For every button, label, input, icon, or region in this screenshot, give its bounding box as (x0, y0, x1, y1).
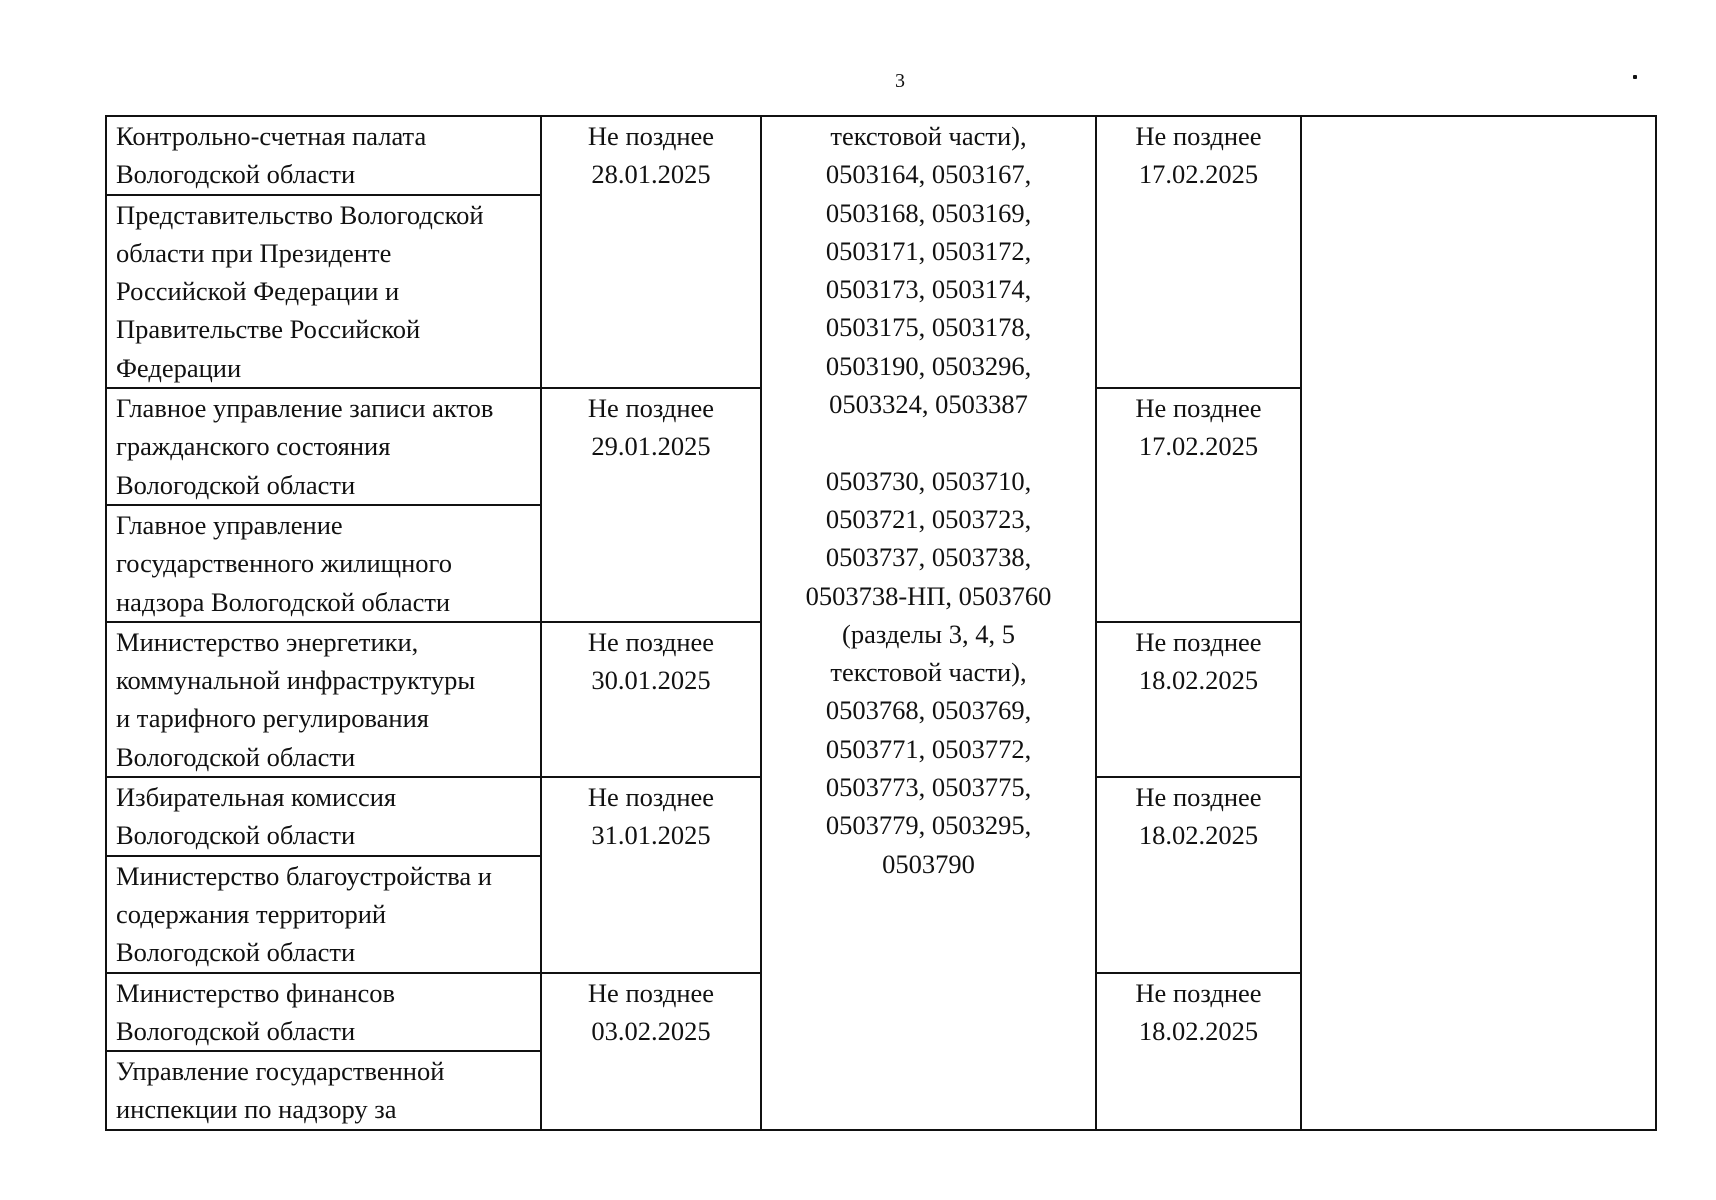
deadline-date: 03.02.2025 (591, 1015, 711, 1046)
org-line: Министерство благоустройства и (116, 860, 492, 891)
org-cell (106, 116, 541, 195)
org-line: государственного жилищного (116, 548, 452, 579)
org-line: области при Президенте (116, 237, 392, 268)
deadline-label: Не позднее (1135, 626, 1262, 657)
second-deadline-cell (1096, 973, 1301, 1130)
org-line: Министерство финансов (116, 977, 396, 1008)
org-line: Министерство энергетики, (116, 626, 419, 657)
deadline-cell (541, 777, 761, 972)
forms-line: 0503738-НП, 0503760 (805, 580, 1052, 611)
forms-line: 0503164, 0503167, (825, 159, 1032, 190)
forms-line: текстовой части), (830, 121, 1027, 151)
org-cell (106, 505, 541, 622)
org-line: коммунальной инфраструктуры (116, 665, 476, 696)
forms-line: 0503773, 0503775, (825, 772, 1032, 803)
second-deadline-cell (1096, 116, 1301, 388)
forms-line: 0503790 (882, 848, 975, 879)
deadline-cell (541, 116, 761, 388)
deadline-label: Не позднее (587, 782, 715, 813)
second-deadline-cell (1096, 622, 1301, 777)
deadline-label: Не позднее (1135, 782, 1262, 813)
org-line: и тарифного регулирования (116, 703, 429, 734)
deadline-date: 18.02.2025 (1138, 665, 1259, 696)
forms-line: 0503730, 0503710, (825, 465, 1032, 496)
org-cell (106, 973, 541, 1052)
deadline-cell (541, 388, 761, 622)
org-line: содержания территорий (116, 898, 387, 929)
org-line: Российской Федерации и (116, 276, 400, 307)
org-cell (106, 856, 541, 973)
org-line: Правительстве Российской (116, 314, 421, 345)
second-deadline-cell (1096, 777, 1301, 972)
org-line: гражданского состояния (116, 431, 391, 462)
org-line: Вологодской области (116, 469, 356, 500)
org-line: Управление государственной (116, 1056, 445, 1087)
notes-cell (1301, 116, 1656, 1130)
forms-line: 0503190, 0503296, (825, 350, 1032, 381)
forms-line: 0503737, 0503738, (825, 542, 1032, 573)
org-cell (106, 388, 541, 505)
page-number: 3 (895, 70, 905, 92)
org-cell (106, 777, 541, 856)
deadline-date: 18.02.2025 (1138, 1015, 1259, 1046)
deadline-cell (541, 622, 761, 777)
deadline-label: Не позднее (587, 626, 715, 657)
org-line: Контрольно-счетная палата (116, 121, 427, 151)
forms-line: 0503771, 0503772, (825, 733, 1032, 764)
forms-line: 0503171, 0503172, (825, 235, 1032, 266)
org-line: Вологодской области (116, 159, 356, 190)
deadline-date: 30.01.2025 (591, 665, 711, 696)
forms-line: 0503779, 0503295, (825, 810, 1032, 841)
second-deadline-cell (1096, 388, 1301, 622)
forms-line: 0503768, 0503769, (825, 695, 1032, 726)
blank-line (771, 423, 1086, 461)
org-line: Представительство Вологодской (116, 199, 484, 230)
deadline-cell (541, 973, 761, 1130)
forms-line: (разделы 3, 4, 5 (842, 618, 1015, 649)
deadline-label: Не позднее (1135, 121, 1262, 151)
org-line: Вологодской области (116, 1015, 356, 1046)
org-line: Вологодской области (116, 741, 356, 772)
org-cell (106, 1051, 541, 1130)
scan-speck (1633, 75, 1637, 79)
reporting-schedule-table (105, 115, 1657, 1131)
deadline-date: 17.02.2025 (1138, 159, 1259, 190)
org-line: Избирательная комиссия (116, 782, 397, 813)
deadline-date: 17.02.2025 (1138, 431, 1259, 462)
deadline-label: Не позднее (1135, 393, 1262, 424)
forms-cell (761, 116, 1096, 1130)
deadline-label: Не позднее (587, 977, 715, 1008)
org-line: надзора Вологодской области (116, 586, 451, 617)
deadline-label: Не позднее (587, 393, 715, 424)
org-line: Главное управление (116, 509, 343, 540)
forms-line: 0503324, 0503387 (829, 389, 1028, 420)
forms-line: 0503168, 0503169, (825, 197, 1032, 228)
org-line: инспекции по надзору за (116, 1094, 397, 1125)
org-line: Вологодской области (116, 937, 356, 968)
forms-line: 0503173, 0503174, (825, 274, 1032, 305)
forms-line: 0503721, 0503723, (825, 503, 1032, 534)
deadline-label: Не позднее (1135, 977, 1262, 1008)
forms-line: текстовой части), (830, 657, 1027, 688)
org-line: Вологодской области (116, 820, 356, 851)
deadline-label: Не позднее (587, 121, 715, 151)
deadline-date: 31.01.2025 (591, 820, 711, 851)
deadline-date: 28.01.2025 (591, 159, 711, 190)
org-cell (106, 622, 541, 777)
org-line: Федерации (116, 352, 242, 383)
table-row (106, 116, 1656, 195)
org-cell (106, 195, 541, 388)
deadline-date: 29.01.2025 (591, 431, 711, 462)
org-line: Главное управление записи актов (116, 393, 494, 424)
forms-line: 0503175, 0503178, (825, 312, 1032, 343)
deadline-date: 18.02.2025 (1138, 820, 1259, 851)
